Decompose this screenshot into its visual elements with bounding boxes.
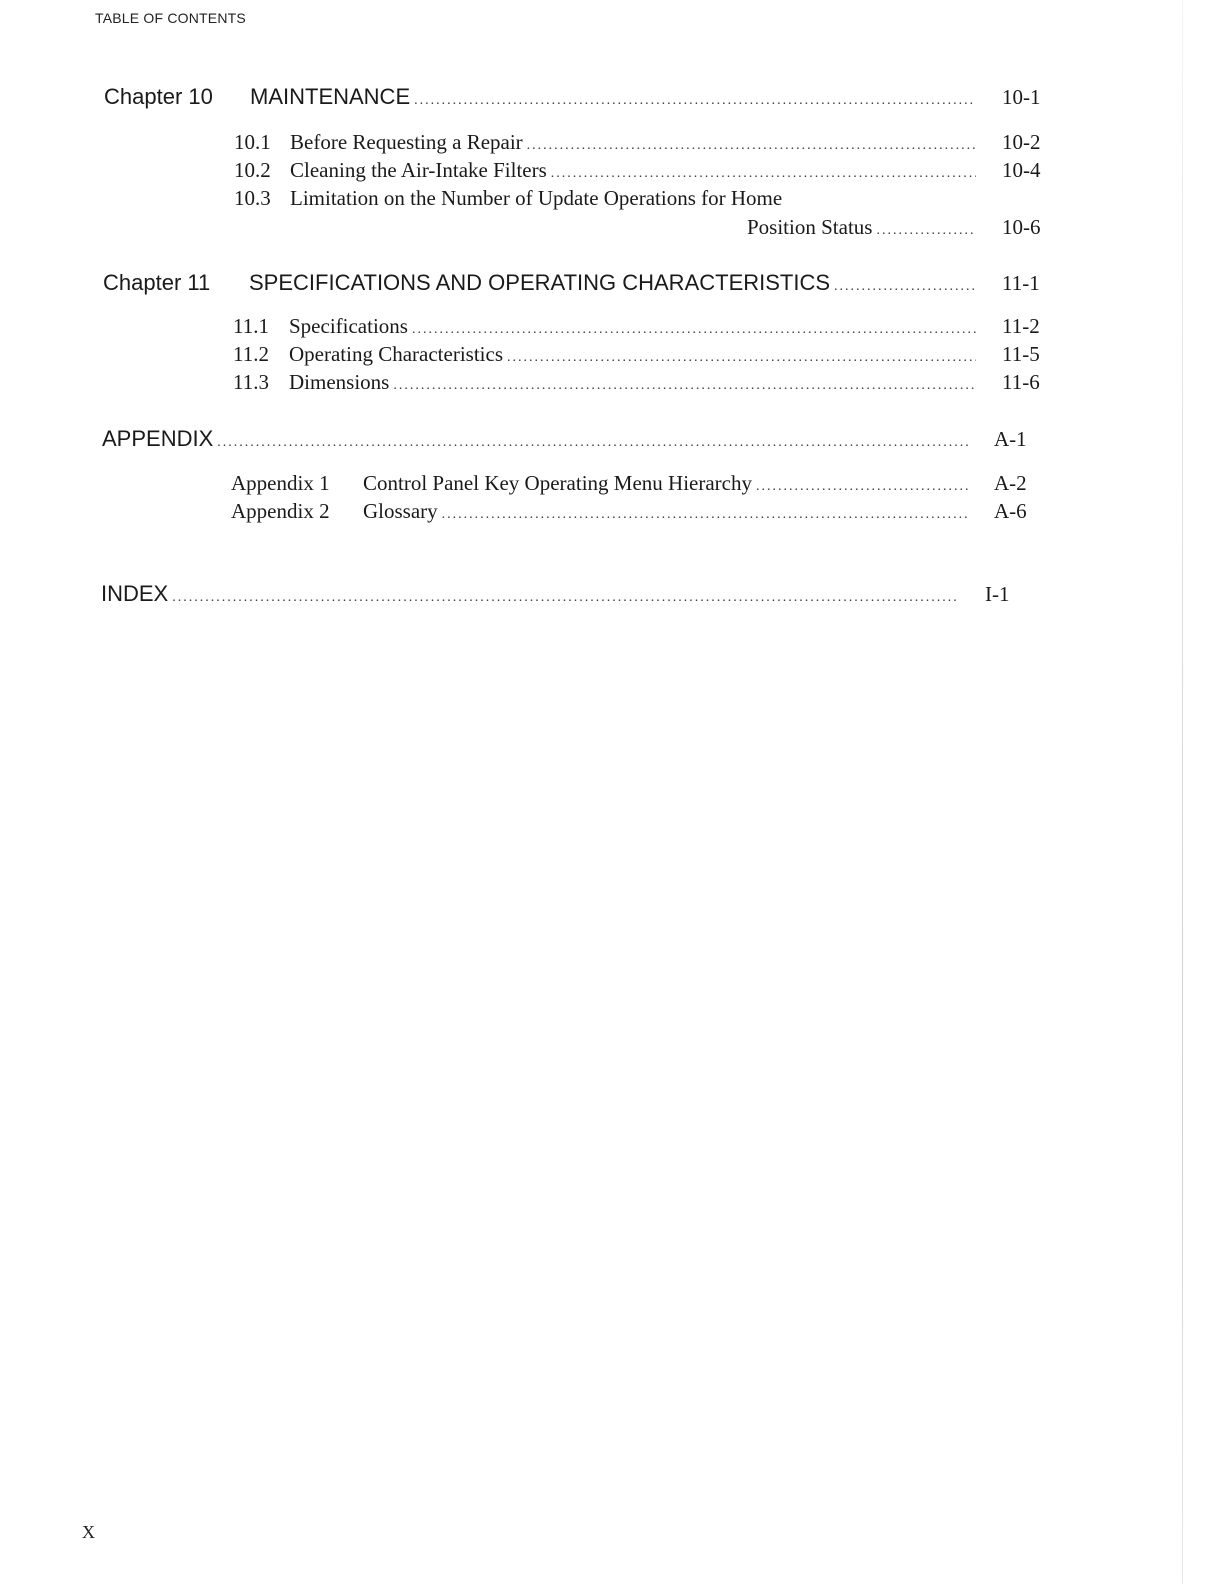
toc-entry-11-3[interactable]	[233, 370, 1062, 395]
toc-entry-chapter-11[interactable]	[103, 270, 1062, 296]
section-number: 11.3	[233, 370, 269, 394]
running-head: TABLE OF CONTENTS	[95, 10, 246, 26]
page-number: 10-6	[1002, 215, 1041, 239]
chapter-title: MAINTENANCE	[250, 84, 411, 109]
section-title: Dimensions	[289, 370, 390, 394]
page-number: A-2	[994, 471, 1027, 495]
dot-leader	[393, 378, 976, 394]
toc-entry-11-1[interactable]	[233, 314, 1062, 339]
page-number: 11-1	[1002, 271, 1040, 295]
dot-leader	[507, 350, 976, 366]
dot-leader	[442, 507, 968, 523]
page-number: 11-5	[1002, 342, 1040, 366]
toc-entry-appendix[interactable]	[102, 426, 1054, 452]
section-title-continued: Position Status	[747, 215, 873, 239]
section-title: Cleaning the Air-Intake Filters	[290, 158, 547, 182]
dot-leader	[876, 223, 976, 239]
index-title: INDEX	[101, 581, 169, 606]
section-number: 11.2	[233, 342, 269, 366]
toc-entry-10-3-line1[interactable]	[234, 186, 782, 211]
page-number: I-1	[985, 582, 1010, 606]
dot-leader	[414, 93, 976, 109]
dot-leader	[172, 590, 959, 606]
appendix-number: Appendix 2	[231, 499, 330, 523]
dot-leader	[217, 435, 968, 451]
dot-leader	[834, 279, 976, 295]
toc-entry-chapter-10[interactable]	[104, 84, 1062, 110]
chapter-number: Chapter 10	[104, 84, 213, 109]
toc-entry-appendix-2[interactable]	[231, 499, 1054, 524]
toc-entry-appendix-1[interactable]	[231, 471, 1054, 496]
toc-entry-10-1[interactable]	[234, 130, 1062, 155]
toc-entry-index[interactable]	[101, 581, 1045, 607]
page-number: 10-1	[1002, 85, 1041, 109]
section-number: 10.1	[234, 130, 271, 154]
page-number: 10-2	[1002, 130, 1041, 154]
section-title: Operating Characteristics	[289, 342, 503, 366]
toc-entry-10-2[interactable]	[234, 158, 1062, 183]
appendix-title: APPENDIX	[102, 426, 214, 451]
section-title: Before Requesting a Repair	[290, 130, 523, 154]
page-number: A-1	[994, 427, 1027, 451]
page-number: 10-4	[1002, 158, 1041, 182]
dot-leader	[551, 166, 976, 182]
appendix-number: Appendix 1	[231, 471, 330, 495]
page-number: 11-2	[1002, 314, 1040, 338]
appendix-item-title: Glossary	[363, 499, 438, 523]
scan-edge	[1182, 0, 1183, 1584]
toc-entry-10-3-line2[interactable]	[747, 215, 1062, 240]
chapter-title: SPECIFICATIONS AND OPERATING CHARACTERISTICS	[249, 270, 831, 295]
appendix-item-title: Control Panel Key Operating Menu Hierarchy	[363, 471, 752, 495]
section-number: 10.3	[234, 186, 271, 210]
dot-leader	[756, 479, 968, 495]
section-number: 10.2	[234, 158, 271, 182]
page-number: A-6	[994, 499, 1027, 523]
page-number: 11-6	[1002, 370, 1040, 394]
dot-leader	[527, 138, 976, 154]
dot-leader	[412, 322, 976, 338]
toc-entry-11-2[interactable]	[233, 342, 1062, 367]
section-title: Specifications	[289, 314, 408, 338]
page-folio: X	[82, 1522, 95, 1542]
section-number: 11.1	[233, 314, 269, 338]
chapter-number: Chapter 11	[103, 270, 211, 295]
section-title: Limitation on the Number of Update Operations for Home	[290, 186, 783, 210]
